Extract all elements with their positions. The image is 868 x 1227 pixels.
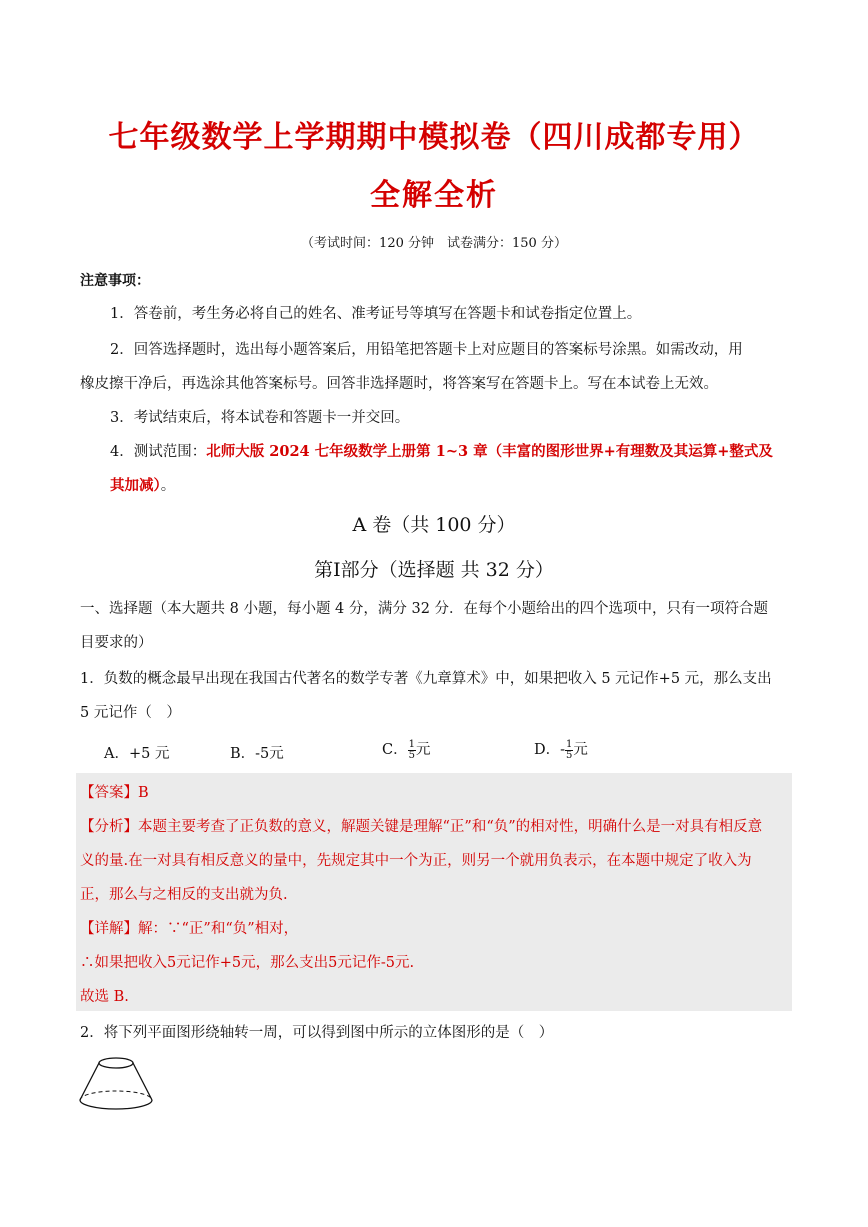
q1-option-c-numerator: 1	[408, 738, 415, 750]
q1-analysis-line2: 义的量.在一对具有相反意义的量中，先规定其中一个为正，则另一个就用负表示，在本题中规定了收入为	[80, 853, 752, 869]
document-subtitle: 全解全析	[370, 178, 498, 213]
q1-option-d-denominator: 5	[566, 749, 573, 761]
instructions-line1: 一、选择题（本大题共 8 小题，每小题 4 分，满分 32 分．在每个小题给出的四个选项中，只有一项符合题	[80, 601, 769, 617]
q1-stem-line2: 5 元记作（ ）	[80, 705, 181, 721]
q1-stem-line1: 1．负数的概念最早出现在我国古代著名的数学专著《九章算术》中，如果把收入 5 元记作+5 元，那么支出	[80, 671, 772, 687]
q1-option-d-unit: 元	[573, 742, 588, 758]
q1-detail-line3: 故选 B.	[80, 989, 129, 1005]
q1-option-a: A．+5 元	[104, 746, 170, 762]
test-scope: 北师大版 2024 七年级数学上册第 1~3 章（丰富的图形世界+有理数及其运算+整式及	[206, 443, 773, 460]
notice-item-4-line1	[110, 440, 773, 461]
instructions-line2: 目要求的）	[80, 635, 153, 651]
q1-option-b: B．-5元	[230, 746, 284, 762]
q1-option-c-fraction	[408, 740, 416, 761]
notice-item-3: 3．考试结束后，将本试卷和答题卡一并交回。	[110, 410, 410, 426]
q1-analysis-line3: 正，那么与之相反的支出就为负.	[80, 887, 288, 903]
notice-item-4-prefix: 4．测试范围：	[110, 444, 207, 460]
q1-detail-line1: 【详解】解：∵“正”和“负”相对，	[80, 921, 299, 937]
notice-item-4-suffix: 。	[160, 478, 176, 494]
notice-item-1: 1．答卷前，考生务必将自己的姓名、准考证号等填写在答题卡和试卷指定位置上。	[110, 306, 642, 322]
notice-item-4-line2	[110, 474, 175, 495]
q1-detail-line2: ∴如果把收入5元记作+5元，那么支出5元记作-5元.	[80, 955, 415, 971]
q1-analysis-line1: 【分析】本题主要考查了正负数的意义，解题关键是理解“正”和“负”的相对性，明确什么是一对具有相反意	[80, 819, 763, 835]
q1-option-c-denominator: 5	[408, 749, 415, 761]
exam-info: （考试时间：120 分钟 试卷满分：150 分）	[301, 236, 567, 251]
document-title: 七年级数学上学期期中模拟卷（四川成都专用）	[108, 120, 760, 155]
q1-option-d-label: D．-	[534, 742, 566, 758]
frustum-figure	[76, 1054, 156, 1114]
part-1-heading: 第Ⅰ部分（选择题 共 32 分）	[314, 559, 554, 581]
section-a-heading: A 卷（共 100 分）	[352, 514, 516, 536]
notice-heading: 注意事项：	[80, 273, 150, 289]
notice-item-2-line2: 橡皮擦干净后，再选涂其他答案标号。回答非选择题时，将答案写在答题卡上。写在本试卷上无效。	[80, 376, 718, 392]
test-scope-cont: 其加减）	[110, 477, 161, 494]
q2-stem-line1: 2．将下列平面图形绕轴转一周，可以得到图中所示的立体图形的是（ ）	[80, 1025, 554, 1041]
q1-option-c-label: C．	[382, 742, 408, 758]
q1-option-d	[534, 738, 588, 761]
notice-item-2-line1: 2．回答选择题时，选出每小题答案后，用铅笔把答题卡上对应题目的答案标号涂黑。如需改动，用	[110, 342, 743, 358]
q1-option-c	[382, 738, 430, 761]
q1-option-c-unit: 元	[415, 742, 431, 758]
q1-answer: 【答案】B	[80, 785, 149, 801]
q1-option-d-numerator: 1	[566, 738, 573, 750]
